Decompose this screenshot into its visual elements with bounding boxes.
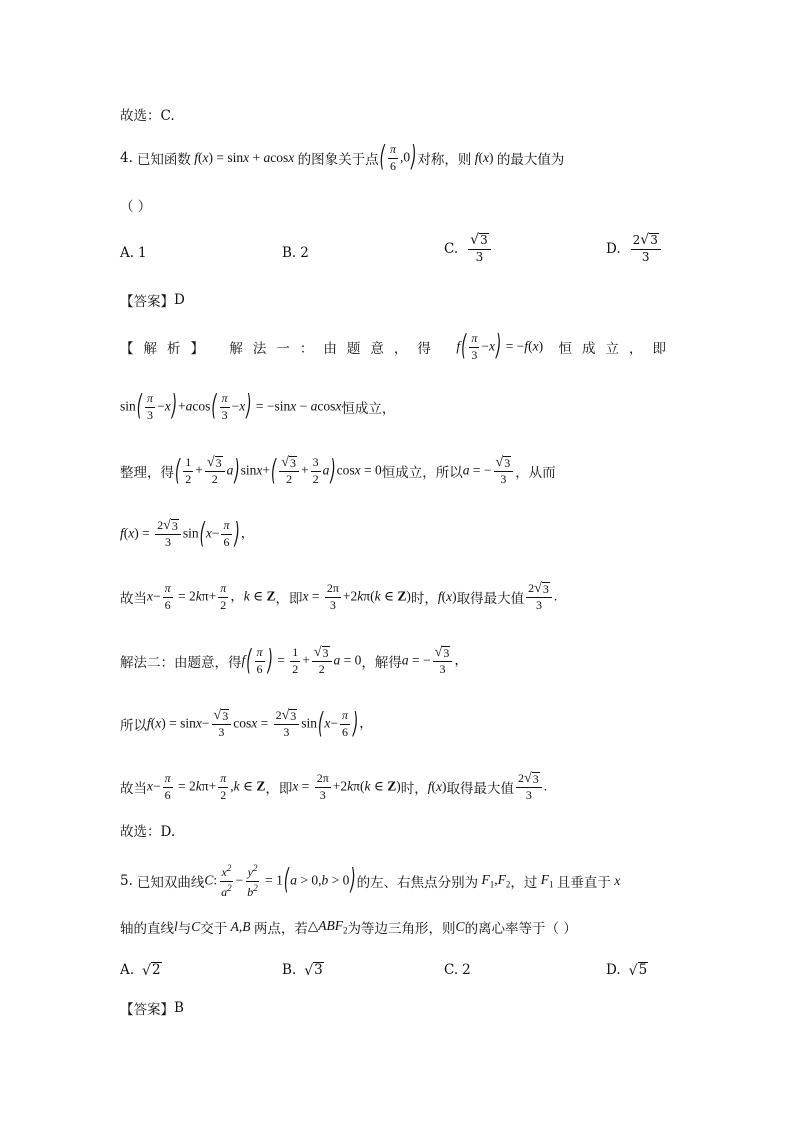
q4-solution-max-1: 2 √ 3 3 . — [528, 581, 558, 613]
q4-option-b-label: B. — [282, 245, 297, 261]
q4-solution-text-9: 时， — [410, 591, 438, 608]
q4-solution2-eq-1: f( $\frac{\pi}{6}$ ) = $\frac{1}{2}$ + √ 3 2 a = 0 — [241, 643, 362, 678]
q4-solution-eq-2: sin( $\frac{\pi}{3}$ −x)+acos( $\frac{\pi}{3}$ −x) = −sinx − acosx — [120, 389, 342, 424]
q4-blank — [120, 195, 151, 215]
q4-point: ( $\frac{\pi}{6}$ ,0) — [379, 140, 417, 175]
q4-answer-blank: （ ） — [120, 199, 152, 215]
q5-option-d — [606, 962, 648, 978]
q4-solution2-line-2 — [120, 706, 373, 741]
q3-conclusion-text: 故选：C. — [120, 108, 175, 124]
q5-stem-text-10: 的离心率等于（ ） — [464, 921, 577, 937]
q5-points-ab: A,B — [227, 919, 254, 934]
q5-option-a-value: √ 2 — [142, 962, 161, 979]
q4-solution-eq-3: ( $\frac{1}{2}$ + √ 3 2 a)sinx+( √ 3 2 + $\frac{3}{2}$ a)cosx = 0 — [175, 453, 382, 488]
q5-focus-f1: $F_1$ — [537, 872, 554, 891]
q5-stem-text-2: 的左、右焦点分别为 — [356, 875, 479, 892]
q4-option-b — [282, 245, 309, 261]
q4-option-a-value: 1 — [138, 245, 147, 261]
q4-solution-eq-1: f( $\frac{\pi}{3}$ −x) = −f(x) — [456, 329, 544, 364]
q5-option-d-label: D. — [606, 962, 621, 978]
q4-solution-eq-5: x− $\frac{\pi}{6}$ = 2kπ+ $\frac{\pi}{2}$ ，k ∈ Z — [147, 581, 276, 612]
q4-solution-fx-ref-1: f(x) — [437, 589, 457, 605]
q5-option-d-value: √ 5 — [628, 962, 648, 979]
q4-option-d-value: 2 √ 3 3 — [631, 233, 661, 265]
q4-solution-line-3 — [120, 453, 556, 488]
q4-solution2-eq-3: x− $\frac{\pi}{6}$ = 2kπ+ $\frac{\pi}{2}$ ,k ∈ Z — [147, 771, 266, 802]
q5-answer-label: 【答案】 — [120, 1002, 174, 1018]
q4-solution-line-4 — [120, 516, 255, 551]
q4-stem-text-4: 的最大值为 — [496, 152, 565, 169]
q4-answer-label: 【答案】 — [120, 294, 174, 310]
q4-solution2-line-3 — [120, 772, 547, 803]
q4-solution-method1-intro: 解法一：由题意，得 — [229, 341, 441, 358]
q4-function-def: f(x) = sinx + acosx — [190, 150, 298, 166]
q4-solution2-text-7: 取得最大值 — [446, 781, 515, 798]
q4-solution-a-value: a = − √ 3 3 — [463, 456, 515, 487]
q4-solution2-intro: 解法二：由题意，得 — [120, 655, 242, 672]
q4-stem — [120, 140, 565, 175]
q4-solution2-a-value: a = − √ 3 3 ， — [401, 645, 468, 677]
q4-conclusion — [120, 820, 175, 840]
q5-option-b-value: √ 3 — [304, 962, 323, 979]
q5-stem-text-8: 两点，若 — [253, 921, 308, 937]
q4-solution2-eq-2: f(x) = sinx− √ 3 3 cosx = 2 √ 3 3 sin(x− $\frac{\pi}{6}$ )， — [147, 706, 373, 741]
q4-solution-text-4: 整理，得 — [120, 465, 174, 482]
q4-solution-text-10: 取得最大值 — [456, 591, 525, 608]
q4-option-b-value: 2 — [300, 245, 309, 261]
q5-curve-c-ref: C — [455, 919, 465, 934]
q4-stem-text-2: 的图象关于点 — [297, 152, 379, 169]
q5-foci: $F_1,F_2$ — [478, 872, 511, 891]
q4-solution-text-6: ，从而 — [515, 465, 556, 482]
q4-solution-label: 【解析】 — [120, 341, 214, 358]
q5-option-c — [444, 962, 471, 978]
q5-option-b — [282, 962, 324, 978]
q4-option-c — [444, 233, 493, 265]
q4-solution-eq-4: f(x) = 2 √ 3 3 sin(x− $\frac{\pi}{6}$ )， — [120, 516, 255, 551]
q4-stem-text-1: 已知函数 — [136, 152, 191, 169]
q4-solution-text-7: 故当 — [120, 591, 147, 608]
q4-answer — [120, 290, 185, 310]
q5-curve-c: C — [191, 919, 201, 934]
q4-solution-text-8: ，即 — [275, 591, 303, 608]
q4-solution2-text-2: ，解得 — [361, 655, 402, 672]
q5-option-c-value: 2 — [462, 962, 471, 978]
q5-option-a — [120, 962, 162, 978]
q4-function-ref: f(x) — [471, 150, 494, 166]
q4-solution2-eq-4: x = $\frac{2\pi}{3}$ +2kπ(k ∈ Z) — [292, 771, 401, 802]
q5-stem-text-5: 轴的直线 — [120, 921, 174, 937]
q4-solution2-text-4: 故当 — [120, 781, 147, 798]
q4-answer-value: D — [174, 292, 185, 308]
q5-option-c-label: C. — [444, 962, 459, 978]
q3-conclusion — [120, 104, 175, 124]
q4-option-c-value: √ 3 3 — [468, 233, 491, 265]
q5-answer — [120, 998, 184, 1018]
q5-triangle: $\triangle ABF_2$ — [307, 918, 348, 936]
q4-solution-text-5: 恒成立，所以 — [381, 465, 463, 482]
q5-number: 5. — [120, 873, 133, 890]
q4-number: 4. — [120, 150, 133, 167]
q5-stem-text-1: 已知双曲线 — [136, 875, 205, 892]
q4-solution-text-2: 恒成立，即 — [558, 341, 676, 358]
q4-solution2-text-6: 时， — [400, 781, 428, 798]
q4-solution2-fx-ref: f(x) — [427, 779, 447, 795]
q5-line-l: l — [174, 919, 178, 934]
q4-solution-line-1 — [120, 329, 676, 364]
q5-stem-text-3: ，过 — [510, 875, 538, 892]
q4-option-d-label: D. — [606, 240, 621, 257]
q4-option-a-label: A. — [120, 245, 135, 261]
q5-stem-line-1 — [120, 863, 620, 900]
q5-stem-text-6: 与 — [177, 921, 192, 937]
q5-hyperbola-eq: C: $\frac{x^2}{a^2}$ − $\frac{y^2}{b^2}$ = 1(a > 0,b > 0) — [204, 863, 356, 899]
q4-option-c-label: C. — [444, 240, 459, 257]
q4-solution-eq-6: x = $\frac{2\pi}{3}$ +2kπ(k ∈ Z) — [302, 581, 411, 612]
q4-solution-line-5 — [120, 582, 557, 613]
q4-option-a — [120, 245, 147, 261]
q4-option-d — [606, 233, 663, 265]
q4-solution-text-3: 恒成立， — [341, 401, 396, 418]
q5-stem-text-9: 为等边三角形，则 — [347, 921, 456, 937]
q4-solution2-max: 2 √ 3 3 . — [518, 771, 548, 803]
q5-stem-text-7: 交于 — [200, 921, 228, 937]
q4-stem-text-3: 对称，则 — [417, 152, 472, 169]
q5-option-a-label: A. — [120, 962, 135, 978]
q4-conclusion-text: 故选：D. — [120, 824, 176, 840]
q5-option-b-label: B. — [282, 962, 297, 978]
q4-solution2-text-5: ，即 — [265, 781, 293, 798]
q5-stem-text-4: 且垂直于 — [556, 875, 611, 892]
q5-stem-line-2 — [120, 917, 577, 937]
q4-solution2-line-1 — [120, 643, 468, 678]
q5-answer-value: B — [174, 1000, 184, 1016]
q5-x-axis: x — [610, 873, 621, 889]
q4-solution2-text-3: 所以 — [120, 718, 147, 735]
q4-solution-line-2 — [120, 389, 396, 424]
